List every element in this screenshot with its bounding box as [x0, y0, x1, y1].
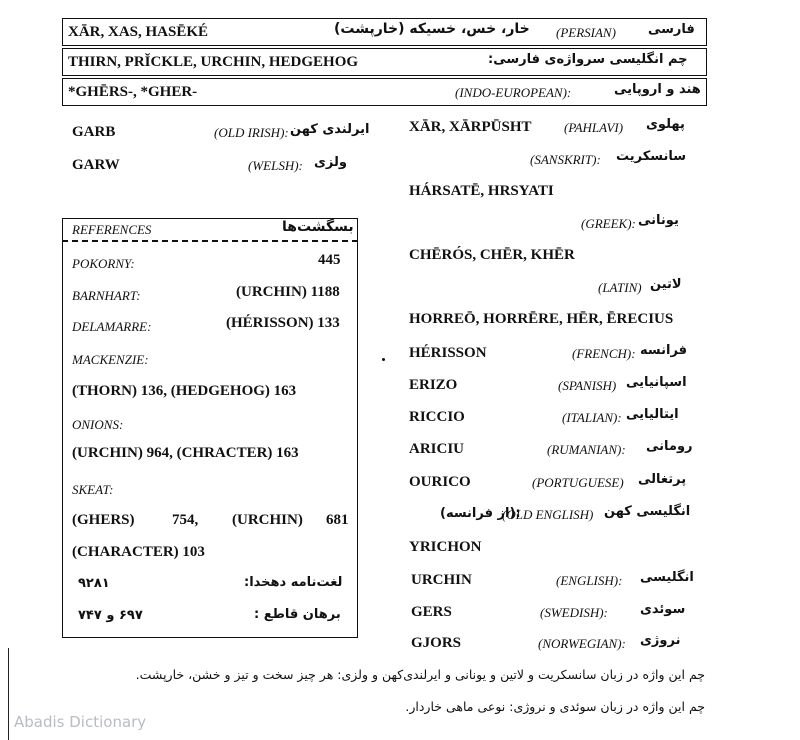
ref-barnhart-value: (URCHIN) 1188 — [236, 284, 340, 300]
portuguese-lang: (PORTUGUESE) — [532, 475, 624, 490]
page-edge-line — [8, 648, 9, 740]
greek-word: CHĒRÓS, CHĒR, KHĒR — [409, 247, 575, 263]
old-english-lang: (OLD ENGLISH) — [502, 507, 594, 522]
norwegian-word: GJORS — [411, 635, 462, 651]
watermark: Abadis Dictionary — [14, 713, 147, 731]
french-lang-fa: فرانسه — [640, 343, 688, 358]
french-lang: (FRENCH): — [572, 346, 636, 361]
references-divider — [62, 240, 358, 242]
references-title: REFERENCES — [72, 222, 152, 237]
rumanian-word: ARICIU — [409, 441, 465, 457]
swedish-lang-fa: سوئدی — [640, 602, 686, 617]
sanskrit-lang: (SANSKRIT): — [530, 152, 601, 167]
english-meaning-label: چم انگلیسی سرواژه‌ی فارسی: — [488, 52, 688, 67]
references-title-fa: بسگشت‌ها — [282, 219, 354, 235]
note-line-1: چم این واژه در زبان سانسکریت و لاتین و یونانی و ایرلندی‌کهن و ولزی: هر چیز سخت و تیز و خشن، خارپشت. — [135, 667, 705, 682]
ref-onions-value: (URCHIN) 964, (CHRACTER) 163 — [72, 445, 299, 461]
ref-mackenzie-name: MACKENZIE: — [72, 352, 149, 367]
norwegian-lang-fa: نروژی — [640, 633, 681, 648]
portuguese-lang-fa: پرتغالی — [638, 472, 687, 487]
latin-lang: (LATIN) — [598, 280, 642, 295]
old-irish-word: GARB — [72, 124, 116, 140]
rumanian-lang: (RUMANIAN): — [547, 442, 626, 457]
persian-lang-fa: فارسی — [648, 22, 695, 37]
spanish-lang-fa: اسپانیایی — [626, 375, 687, 390]
ref-skeat-v2: 754, — [172, 512, 199, 528]
italian-word: RICCIO — [409, 409, 465, 425]
persian-transliteration: XĀR, XAS, HASĒKÉ — [68, 24, 209, 40]
ref-skeat-value2: (CHARACTER) 103 — [72, 544, 205, 560]
greek-lang: (GREEK): — [581, 216, 636, 231]
portuguese-word: OURICO — [409, 474, 471, 490]
ref-skeat-name: SKEAT: — [72, 482, 114, 497]
pahlavi-lang: (PAHLAVI) — [564, 120, 624, 135]
english-word: URCHIN — [411, 572, 472, 588]
ref-skeat-v3: (URCHIN) — [232, 512, 303, 528]
welsh-lang-fa: ولزی — [314, 155, 347, 170]
english-meaning: THIRN, PRĬCKLE, URCHIN, HEDGEHOG — [68, 54, 359, 70]
ref-onions-name: ONIONS: — [72, 417, 124, 432]
note-line-2: چم این واژه در زبان سوئدی و نروژی: نوعی ماهی خاردار. — [405, 699, 705, 714]
ref-pokorny-name: POKORNY: — [72, 256, 135, 271]
latin-lang-fa: لاتین — [650, 277, 682, 292]
persian-lang-label: (PERSIAN) — [556, 25, 616, 40]
persian-words: خار، خس، خسیکه (خارپشت) — [334, 21, 530, 37]
sanskrit-word: HÁRSATĒ, HRSYATI — [409, 183, 554, 199]
french-word: HÉRISSON — [409, 345, 487, 361]
ref-skeat-v4: 681 — [326, 512, 349, 528]
stray-dot — [382, 358, 385, 361]
italian-lang: (ITALIAN): — [562, 410, 622, 425]
spanish-lang: (SPANISH) — [558, 378, 617, 393]
latin-word: HORREŌ, HORRĒRE, HĒR, ĒRECIUS — [409, 311, 674, 327]
ref-delamarre-value: (HÉRISSON) 133 — [226, 315, 340, 331]
ref-pokorny-value: 445 — [318, 252, 341, 268]
ref-mackenzie-value: (THORN) 136, (HEDGEHOG) 163 — [72, 383, 297, 399]
swedish-lang: (SWEDISH): — [540, 605, 608, 620]
welsh-lang: (WELSH): — [248, 158, 303, 173]
spanish-word: ERIZO — [409, 377, 458, 393]
swedish-word: GERS — [411, 604, 452, 620]
ref-borhan-value: ۶۹۷ و ۷۴۷ — [78, 608, 143, 623]
ref-delamarre-name: DELAMARRE: — [72, 319, 152, 334]
italian-lang-fa: ایتالیایی — [626, 407, 679, 422]
ref-barnhart-name: BARNHART: — [72, 288, 141, 303]
old-irish-lang: (OLD IRISH): — [214, 125, 289, 140]
welsh-word: GARW — [72, 157, 120, 173]
pahlavi-lang-fa: پهلوی — [646, 117, 685, 132]
ref-skeat-v1: (GHERS) — [72, 512, 135, 528]
old-english-note: :(از فرانسه) — [440, 506, 521, 521]
old-english-word: YRICHON — [409, 539, 482, 555]
old-irish-lang-fa: ایرلندی کهن — [290, 122, 370, 137]
pahlavi-word: XĀR, XĀRPŪSHT — [409, 119, 532, 135]
indo-european-lang: (INDO-EUROPEAN): — [455, 85, 572, 100]
english-lang: (ENGLISH): — [556, 573, 623, 588]
english-lang-fa: انگلیسی — [640, 570, 694, 585]
old-english-lang-fa: انگلیسی کهن — [604, 504, 691, 519]
indo-european-root: *GHĒRS-, *GHER- — [68, 84, 198, 100]
ref-dehkhoda-value: ۹۲۸۱ — [78, 576, 110, 591]
ref-dehkhoda-name: لغت‌نامه دهخدا: — [244, 575, 343, 590]
ref-borhan-name: برهان قاطع : — [254, 607, 341, 622]
rumanian-lang-fa: رومانی — [646, 439, 693, 454]
norwegian-lang: (NORWEGIAN): — [538, 636, 626, 651]
sanskrit-lang-fa: سانسکریت — [616, 149, 687, 164]
greek-lang-fa: یونانی — [638, 213, 679, 228]
indo-european-lang-fa: هند و اروپایی — [614, 82, 701, 97]
